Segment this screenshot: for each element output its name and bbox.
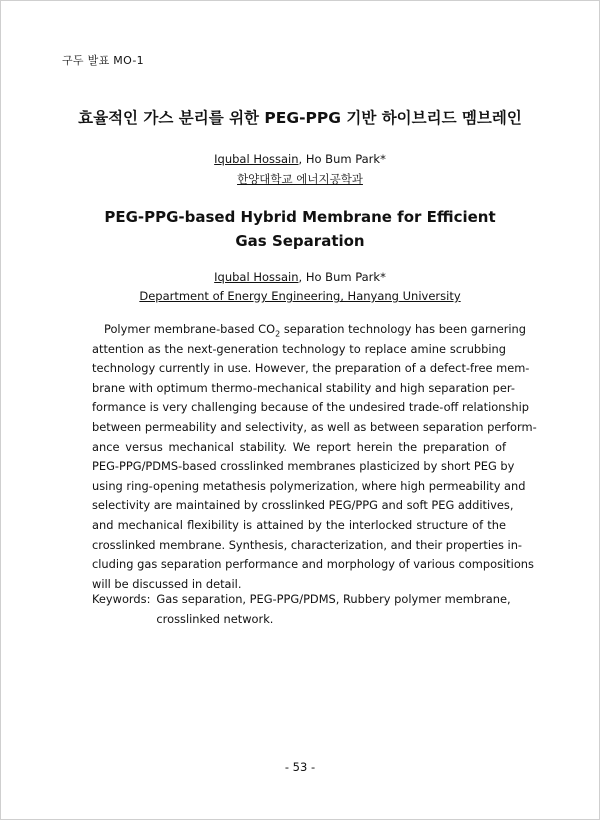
- keywords-line: crosslinked network.: [156, 611, 274, 626]
- korean-authors: [0, 152, 600, 166]
- abstract-line: will be discussed in detail.: [92, 576, 242, 591]
- affiliation-text: 한양대학교 에너지공학과: [237, 172, 363, 186]
- abstract-line: technology currently in use. However, the preparation of a defect-free mem-: [92, 361, 530, 376]
- keywords: [92, 590, 511, 629]
- korean-affiliation: [0, 171, 600, 187]
- abstract-line: ance versus mechanical stability. We report herein the preparation of: [92, 439, 506, 454]
- co-authors: , Ho Bum Park*: [298, 270, 386, 284]
- abstract-line: crosslinked membrane. Synthesis, characterization, and their properties in-: [92, 537, 523, 552]
- english-title: PEG-PPG-based Hybrid Membrane for Efficient Gas Separation: [104, 208, 496, 250]
- page-number: - 53 -: [284, 760, 316, 774]
- korean-title: 효율적인 가스 분리를 위한 PEG-PPG 기반 하이브리드 멤브레인: [78, 109, 522, 127]
- abstract: [92, 320, 537, 594]
- co-authors: , Ho Bum Park*: [298, 152, 386, 166]
- english-affiliation: [0, 289, 600, 303]
- keywords-label: Keywords:: [92, 592, 151, 606]
- abstract-line: brane with optimum thermo-mechanical stability and high separation per-: [92, 380, 515, 395]
- abstract-line: selectivity are maintained by crosslinked PEG/PPG and soft PEG additives,: [92, 498, 514, 513]
- abstract-line: PEG-PPG/PDMS-based crosslinked membranes plasticized by short PEG by: [92, 459, 515, 474]
- english-authors: [0, 270, 600, 284]
- keywords-line: Gas separation, PEG-PPG/PDMS, Rubbery polymer membrane,: [156, 592, 511, 606]
- abstract-line: Polymer membrane-based $CO_2$ separation technology has been garnering: [104, 322, 527, 339]
- session-label: 구두 발표 MO-1: [62, 54, 144, 67]
- abstract-line: cluding gas separation performance and morphology of various compositions: [92, 557, 534, 572]
- presenting-author: Iqubal Hossain: [214, 270, 299, 284]
- abstract-line: formance is very challenging because of the undesired trade-off relationship: [92, 400, 529, 415]
- affiliation-text: Department of Energy Engineering, Hanyang University: [139, 289, 461, 303]
- abstract-line: and mechanical flexibility is attained by the interlocked structure of the: [92, 517, 506, 532]
- abstract-line: attention as the next-generation technology to replace amine scrubbing: [92, 341, 506, 356]
- abstract-line: between permeability and selectivity, as well as between separation perform-: [92, 419, 537, 434]
- presenting-author: Iqubal Hossain: [214, 152, 299, 166]
- abstract-line: using ring-opening metathesis polymerization, where high permeability and: [92, 478, 526, 493]
